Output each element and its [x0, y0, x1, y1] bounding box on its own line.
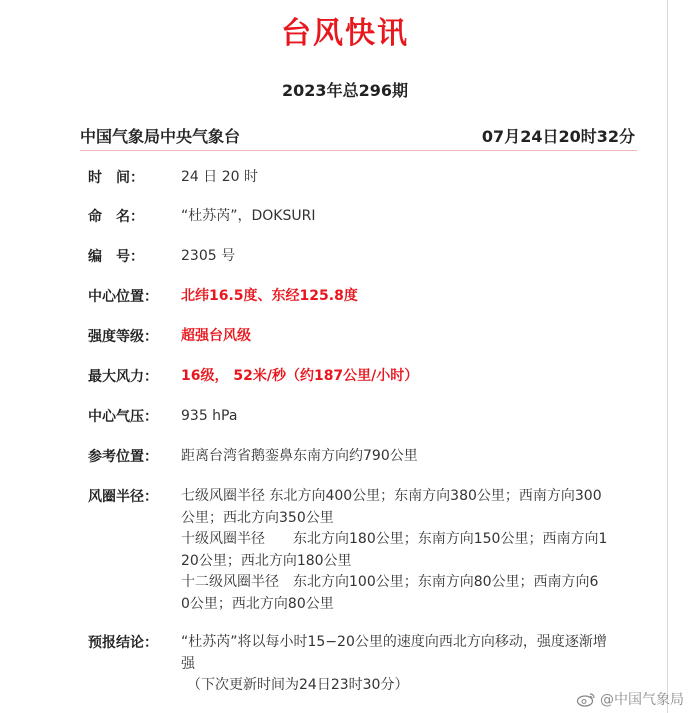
- field-value: 距离台湾省鹅銮鼻东南方向约790公里: [181, 448, 418, 464]
- field-label: 参考位置：: [88, 449, 158, 465]
- field-value: [181, 486, 641, 615]
- radius-line: 十级风圈半径 东北方向180公里；东南方向150公里；西南方向1: [181, 531, 608, 547]
- field-label: 最大风力：: [88, 369, 158, 385]
- forecast-line: “杜苏芮”将以每小时15−20公里的速度向西北方向移动，强度逐渐增: [181, 634, 607, 650]
- issue-time: 07月24日20时32分: [481, 127, 635, 146]
- field-value: “杜苏芮”，DOKSURI: [181, 208, 316, 224]
- field-label: 中心气压：: [88, 409, 158, 425]
- field-label: 时 间：: [88, 170, 144, 186]
- watermark-text: @中国气象局: [600, 692, 684, 708]
- page-right-border: [667, 0, 668, 713]
- field-label: 命 名：: [88, 209, 144, 225]
- watermark: [576, 689, 684, 709]
- radius-line: 七级风圈半径 东北方向400公里；东南方向380公里；西南方向300: [181, 488, 602, 504]
- field-value: 16级， 52米/秒（约187公里/小时）: [181, 368, 419, 384]
- radius-line: 十二级风圈半径 东北方向100公里；东南方向80公里；西南方向6: [181, 574, 599, 590]
- field-label: 编 号：: [88, 249, 144, 265]
- radius-line: 20公里；西北方向180公里: [181, 552, 352, 569]
- field-value: 2305 号: [181, 248, 236, 264]
- radius-line: 公里；西北方向350公里: [181, 509, 334, 526]
- field-label: 预报结论：: [88, 635, 158, 651]
- radius-line: 0公里；西北方向80公里: [181, 595, 334, 612]
- field-value: 935 hPa: [181, 408, 238, 424]
- issue-number: 2023年总296期: [282, 81, 408, 100]
- issuer: 中国气象局中央气象台: [80, 127, 241, 146]
- field-value: 北纬16.5度、东经125.8度: [181, 288, 358, 304]
- field-label: 中心位置：: [88, 289, 158, 305]
- field-value: [181, 632, 641, 697]
- page-title: 台风快讯: [281, 16, 409, 51]
- field-label: 强度等级：: [88, 329, 158, 345]
- field-label: 风圈半径：: [88, 489, 158, 505]
- field-value: 24 日 20 时: [181, 169, 258, 185]
- header-divider: [80, 150, 637, 151]
- forecast-line: （下次更新时间为24日23时30分）: [187, 677, 409, 693]
- field-value: 超强台风级: [181, 328, 251, 344]
- weibo-icon: [576, 691, 596, 707]
- forecast-line: 强: [181, 655, 195, 672]
